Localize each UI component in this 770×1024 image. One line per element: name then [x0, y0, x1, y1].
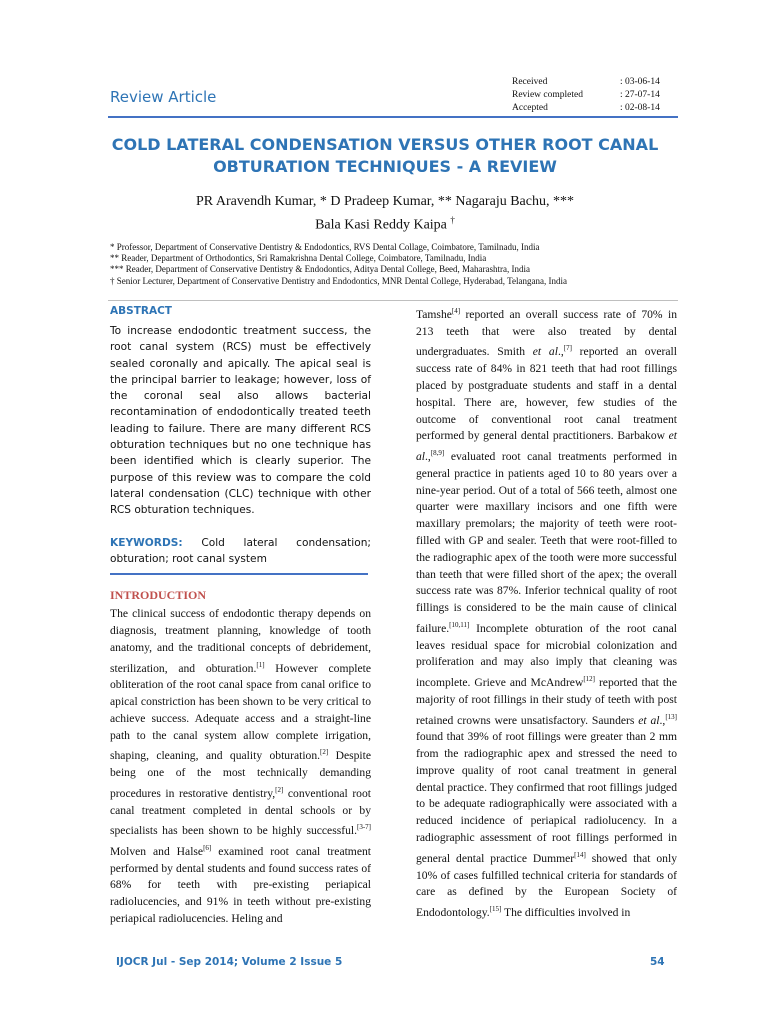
citation-ref: [10,11] [449, 620, 470, 629]
affiliations-rule [108, 300, 678, 301]
text-run: Incomplete obturation of the root canal leaves residual space for microbial colonization and proliferation and may also imply that cleaning was incomplete. Grieve and McAndrew [416, 621, 677, 690]
affiliation: *** Reader, Department of Conservative Dentistry & Endodontics, Aditya Dental College, Beed, Maharashtra, India [110, 264, 531, 275]
date-value: : 03-06-14 [620, 77, 660, 87]
text-run: conventional root canal treatment completed in dental schools or by specialists has been shown to be highly successful. [110, 786, 371, 838]
citation-ref: [4] [451, 307, 461, 315]
date-label: Received [512, 77, 548, 87]
page-number: 54 [650, 956, 665, 968]
italic-text: et al [638, 713, 660, 727]
left-column [110, 305, 371, 928]
keywords-label: KEYWORDS: [110, 536, 183, 549]
date-label: Review completed [512, 90, 583, 100]
text-run: Molven and Halse [110, 844, 204, 858]
date-row-accepted [512, 102, 660, 115]
text-run: found that 39% of root fillings were greater than 2 mm from the radiographic apex and stressed the need to improve quality of root canal treatment in general dental practice. They confirmed that root fillings judged to be adequate radiographically were associated with a reduced incidence of periapical radiolucency. In a radiographic assessment of root fillings performed in general dental practice Dummer [416, 730, 677, 865]
keywords-rule [110, 573, 368, 575]
text-run: reported an overall success rate of 84% in 821 teeth that had root fillings placed by postgraduate students and staff in a dental hospital. There are, however, few studies of the outcome of conventional root canal treatment performed by general dental practitioners. Barbakow [416, 345, 677, 443]
keywords [110, 535, 371, 568]
abstract-text: To increase endodontic treatment success, the root canal system (RCS) must be effectively sealed coronally and apically. The apical seal is the principal barrier to leakage; however, loss of the coronal seal also allows bacterial recontamination of endodontically treated teeth leading to failure. There are many different RCS obturation techniques but no one technique has been identified which is clearly superior. The purpose of this review was to compare the cold lateral condensation (CLC) technique with other RCS obturation techniques. [110, 325, 371, 517]
article-title [0, 134, 770, 178]
date-value: : 02-08-14 [620, 103, 660, 113]
citation-ref: [2] [320, 748, 329, 757]
text-run: showed that only 10% of cases fulfilled technical criteria for standards of care as defined by the European Society of Endodontology. [416, 851, 677, 919]
section-label: Review Article [110, 88, 217, 106]
citation-ref: [8,9] [430, 449, 445, 458]
text-run: However complete obliteration of the root canal space from canal orifice to apical constriction has been shown to be very critical to achieve success. Adequate access and a straight-line path to the canal system allow complete irrigation, shaping, cleaning, and quality obturation. [110, 661, 372, 763]
abstract-heading: ABSTRACT [110, 305, 172, 317]
citation-ref: [7] [563, 344, 572, 353]
author-dagger: † [450, 215, 455, 225]
text-run: Tamshe [416, 307, 452, 321]
text-run: Despite being one of the most technically demanding procedures in restorative dentistry, [110, 749, 371, 800]
text-run: examined root canal treatment performed by dental students and found success rates of 68% for teeth with pre-existing periapical radiolucencies, and 91% in teeth without pre-existing periapical radiolucencies. Heling and [110, 844, 371, 925]
right-column-text [416, 303, 677, 922]
header-rule [108, 116, 678, 118]
review-dates [512, 76, 660, 115]
text-run: The clinical success of endodontic therapy depends on diagnosis, treatment planning, knowledge of tooth anatomy, and the traditional concepts of debridement, sterilization, and obturation. [110, 607, 371, 675]
authors [0, 193, 770, 235]
title-line: COLD LATERAL CONDENSATION VERSUS OTHER ROOT CANAL [111, 135, 659, 154]
citation-ref: [1] [256, 660, 265, 669]
text-run: ., [425, 449, 431, 463]
citation-ref: [2] [275, 785, 284, 794]
text-run: The difficulties involved in [501, 905, 631, 919]
date-row-review-completed [512, 89, 660, 102]
citation-ref: [14] [574, 850, 586, 859]
citation-ref: [6] [203, 843, 212, 852]
text-run: ., [557, 345, 564, 359]
date-value: : 27-07-14 [620, 90, 660, 100]
title-line: OBTURATION TECHNIQUES - A REVIEW [213, 157, 557, 176]
date-label: Accepted [512, 103, 548, 113]
footer-journal: IJOCR Jul - Sep 2014; Volume 2 Issue 5 [116, 956, 343, 968]
affiliation: † Senior Lecturer, Department of Conservative Dentistry and Endodontics, MNR Dental College, Hyderabad, Telangana, India [110, 275, 567, 286]
introduction-heading: INTRODUCTION [110, 588, 207, 603]
citation-ref: [12] [583, 675, 595, 684]
date-row-received [512, 76, 660, 89]
citation-ref: [13] [665, 712, 677, 721]
keywords-text: Cold lateral condensation; obturation; root canal system [110, 536, 371, 565]
text-run: reported that the majority of root fillings in their study of teeth with post retained crowns were unsatisfactory. Saunders [416, 676, 678, 727]
text-run: ., [659, 713, 666, 727]
introduction-text [110, 606, 371, 928]
affiliation: * Professor, Department of Conservative Dentistry & Endodontics, RVS Dental Collage, Coimbatore, Tamilnadu, India [110, 242, 540, 252]
citation-ref: [3-7] [357, 823, 371, 832]
affiliation: ** Reader, Department of Orthodontics, Sri Ramakrishna Dental College, Coimbatore, Tamilnadu, India [110, 253, 487, 264]
authors-line: PR Aravendh Kumar, * D Pradeep Kumar, ** Nagaraju Bachu, *** [196, 194, 574, 209]
affiliations [110, 242, 710, 287]
text-run: reported an overall success rate of 70% in 213 teeth that were also treated by dental undergraduates. Smith [416, 307, 677, 359]
text-run: evaluated root canal treatments performed in general practice in patients aged 10 to 80 years over a nine-year period. Out of a total of 566 teeth, almost one quarter were maxillary incisors and one fifth were maxillary premolars; the majority of teeth were root-filled with GP and sealer. Teeth that were root-filled to the radiographic apex of the tooth were more successful than teeth that were filled short of the apex; the overall success rate was 87%. Inferior technical quality of root fillings is considered to be the main cause of clinical failure. [416, 449, 677, 635]
italic-text: et al [532, 345, 558, 359]
citation-ref: [15] [489, 905, 502, 914]
italic-text: et al [416, 429, 677, 463]
authors-line [0, 211, 770, 235]
right-column [416, 303, 677, 922]
author-name: Bala Kasi Reddy Kaipa [315, 217, 447, 233]
